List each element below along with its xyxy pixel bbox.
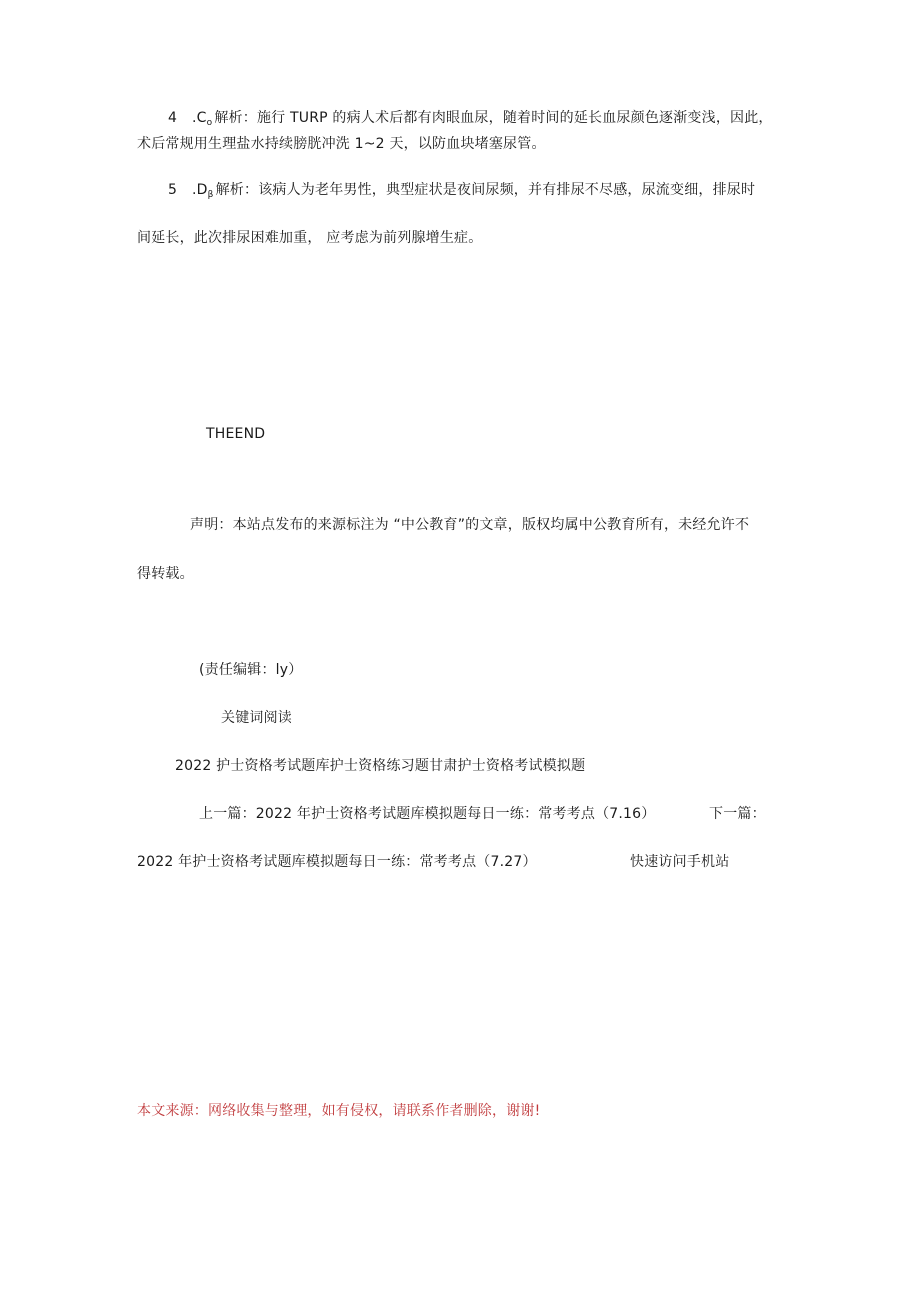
answer-4-line-2: 术后常规用生理盐水持续膀胱冲洗 1~2 天，以防血块堵塞尿管。: [137, 136, 546, 152]
answer-4-letter: .C: [192, 110, 207, 126]
answer-5-number: 5: [168, 182, 178, 198]
answer-5-line-2: 间延长，此次排尿困难加重， 应考虑为前列腺增生症。: [137, 230, 483, 246]
source-footer: 本文来源：网络收集与整理，如有侵权，请联系作者删除，谢谢!: [137, 1103, 541, 1119]
copyright-statement-line-2: 得转载。: [137, 566, 194, 582]
keywords-link[interactable]: 2022 护士资格考试题库护士资格练习题甘肃护士资格考试模拟题: [175, 758, 586, 774]
answer-5-letter: .D: [192, 182, 208, 198]
answer-4-number: 4: [168, 110, 178, 126]
answer-4-line-1: [168, 108, 773, 130]
answer-4-subscript: o: [206, 118, 213, 128]
answer-5-text: 解析：该病人为老年男性，典型症状是夜间尿频，并有排尿不尽感，尿流变细，排尿时: [215, 182, 756, 198]
next-article-label: 下一篇：: [709, 806, 766, 822]
keywords-heading: 关键词阅读: [221, 710, 292, 726]
end-marker: THEEND: [206, 426, 266, 442]
next-article-link[interactable]: 2022 年护士资格考试题库模拟题每日一练：常考考点（7.27）: [137, 854, 537, 870]
prev-article-link[interactable]: 上一篇：2022 年护士资格考试题库模拟题每日一练：常考考点（7.16）: [199, 806, 656, 822]
mobile-site-link[interactable]: 快速访问手机站: [630, 854, 730, 870]
answer-5-line-1: [168, 180, 755, 202]
answer-4-text: 解析：施行 TURP 的病人术后都有肉眼血尿，随着时间的延长血尿颜色逐渐变浅，因此，: [214, 110, 773, 126]
editor-credit: (责任编辑：ly）: [199, 662, 303, 678]
copyright-statement-line-1: 声明：本站点发布的来源标注为 “中公教育”的文章，版权均属中公教育所有，未经允许不: [190, 517, 750, 533]
answer-5-subscript: β: [207, 190, 214, 200]
